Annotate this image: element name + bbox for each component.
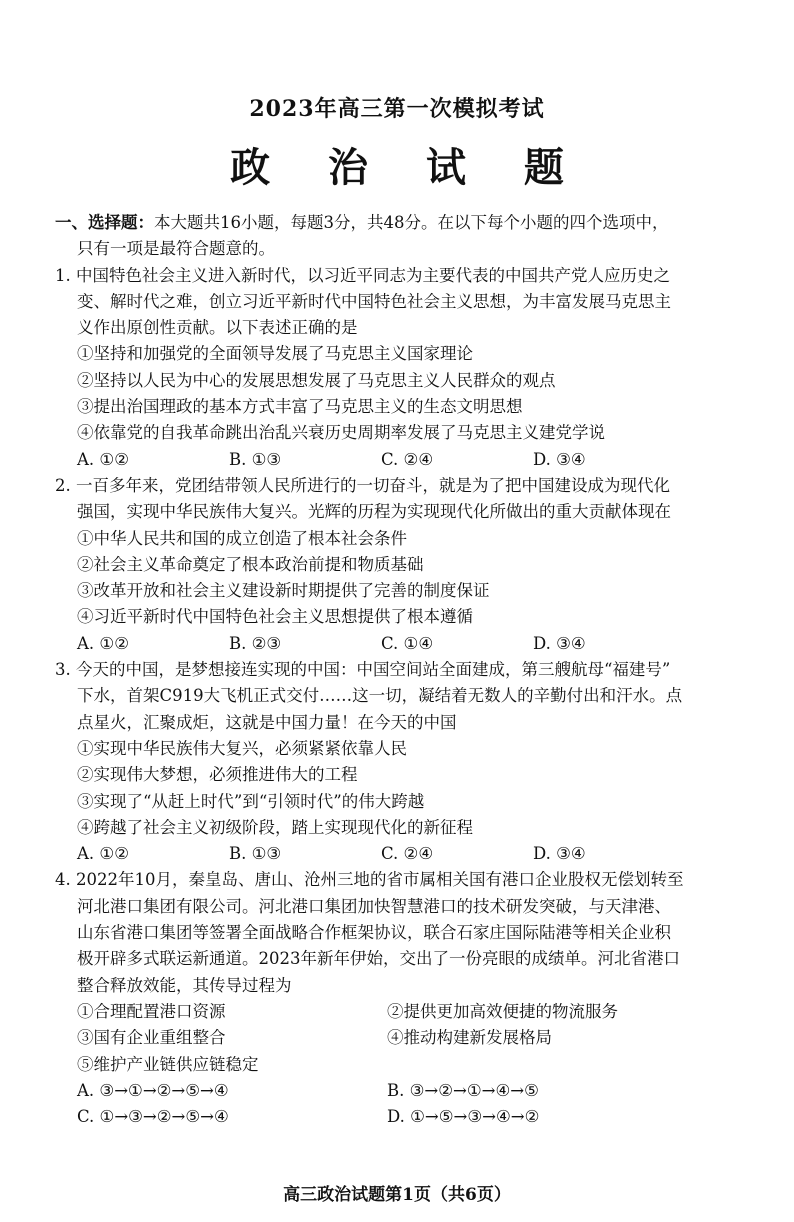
option-a: A. ①② bbox=[77, 844, 129, 864]
question-1 bbox=[55, 263, 745, 473]
exam-title: 政 治 试 题 bbox=[230, 144, 586, 191]
question-stem-line: 1. 中国特色社会主义进入新时代，以习近平同志为主要代表的中国共产党人应历史之 bbox=[55, 265, 670, 285]
statement: ④依靠党的自我革命跳出治乱兴衰历史周期率发展了马克思主义建党学说 bbox=[77, 423, 605, 443]
option-d: D. ③④ bbox=[533, 844, 586, 864]
question-3 bbox=[55, 657, 745, 867]
statement: ④跨越了社会主义初级阶段，踏上实现现代化的新征程 bbox=[77, 817, 473, 837]
statement: ③国有企业重组整合 bbox=[77, 1028, 226, 1048]
question-stem-line: 4. 2022年10月，秦皇岛、唐山、沧州三地的省市属相关国有港口企业股权无偿划转至 bbox=[55, 870, 684, 890]
option-d: D. ①→⑤→③→④→② bbox=[387, 1107, 540, 1127]
statement: ③改革开放和社会主义建设新时期提供了完善的制度保证 bbox=[77, 581, 490, 601]
question-stem-line: 下水，首架C919大飞机正式交付……这一切，凝结着无数人的辛勤付出和汗水。点 bbox=[77, 686, 683, 706]
answer-options bbox=[55, 631, 745, 657]
question-stem-line: 整合释放效能，其传导过程为 bbox=[77, 975, 292, 995]
statement: ③提出治国理政的基本方式丰富了马克思主义的生态文明思想 bbox=[77, 397, 523, 417]
option-d: D. ③④ bbox=[533, 633, 586, 653]
section-instruction-line1: 本大题共16小题，每题3分，共48分。在以下每个小题的四个选项中， bbox=[154, 213, 669, 232]
statement: ②社会主义革命奠定了根本政治前提和物质基础 bbox=[77, 554, 424, 574]
statement: ②坚持以人民为中心的发展思想发展了马克思主义人民群众的观点 bbox=[77, 370, 556, 390]
section-instruction bbox=[55, 210, 745, 236]
page-footer: 高三政治试题第1页（共6页） bbox=[283, 1185, 511, 1205]
statement: ①合理配置港口资源 bbox=[77, 1001, 226, 1021]
question-stem-line: 强国，实现中华民族伟大复兴。光辉的历程为实现现代化所做出的重大贡献体现在 bbox=[77, 502, 671, 522]
option-b: B. ②③ bbox=[229, 633, 282, 653]
question-2 bbox=[55, 473, 745, 657]
exam-subtitle: 2023年高三第一次模拟考试 bbox=[249, 96, 545, 122]
statement: ①坚持和加强党的全面领导发展了马克思主义国家理论 bbox=[77, 344, 473, 364]
statement: ③实现了“从赶上时代”到“引领时代”的伟大跨越 bbox=[77, 791, 425, 811]
question-stem-line: 山东省港口集团等签署全面战略合作框架协议，联合石家庄国际陆港等相关企业积 bbox=[77, 923, 671, 943]
answer-options bbox=[55, 841, 745, 867]
option-a: A. ①② bbox=[77, 449, 129, 469]
statement: ④习近平新时代中国特色社会主义思想提供了根本遵循 bbox=[77, 607, 473, 627]
option-a: A. ③→①→②→⑤→④ bbox=[77, 1080, 229, 1100]
question-stem-line: 河北港口集团有限公司。河北港口集团加快智慧港口的技术研发突破，与天津港、 bbox=[77, 896, 671, 916]
question-stem-line: 变、解时代之难，创立习近平新时代中国特色社会主义思想，为丰富发展马克思主 bbox=[77, 291, 671, 311]
statement: ①实现中华民族伟大复兴，必须紧紧依靠人民 bbox=[77, 738, 407, 758]
answer-options bbox=[55, 1104, 745, 1130]
option-b: B. ①③ bbox=[229, 449, 282, 469]
statement-pair bbox=[55, 1025, 745, 1051]
statement-pair bbox=[55, 999, 745, 1025]
question-stem-line: 2. 一百多年来，党团结带领人民所进行的一切奋斗，就是为了把中国建设成为现代化 bbox=[55, 475, 670, 495]
statement-pair bbox=[55, 1052, 745, 1078]
option-c: C. ②④ bbox=[381, 449, 434, 469]
section-heading: 一、选择题： bbox=[55, 213, 154, 232]
exam-content bbox=[55, 210, 745, 1130]
option-b: B. ①③ bbox=[229, 844, 282, 864]
answer-options bbox=[55, 1078, 745, 1104]
option-c: C. ①→③→②→⑤→④ bbox=[77, 1107, 229, 1127]
option-b: B. ③→②→①→④→⑤ bbox=[387, 1080, 539, 1100]
question-stem-line: 极开辟多式联运新通道。2023年新年伊始，交出了一份亮眼的成绩单。河北省港口 bbox=[77, 949, 680, 969]
statement: ④推动构建新发展格局 bbox=[387, 1028, 552, 1048]
section-instruction-line2: 只有一项是最符合题意的。 bbox=[77, 239, 275, 259]
question-stem-line: 义作出原创性贡献。以下表述正确的是 bbox=[77, 318, 358, 338]
option-c: C. ②④ bbox=[381, 844, 434, 864]
answer-options bbox=[55, 447, 745, 473]
question-4 bbox=[55, 867, 745, 1130]
question-stem-line: 3. 今天的中国，是梦想接连实现的中国：中国空间站全面建成，第三艘航母“福建号” bbox=[55, 660, 671, 680]
statement: ①中华人民共和国的成立创造了根本社会条件 bbox=[77, 528, 407, 548]
question-stem-line: 点星火，汇聚成炬，这就是中国力量！在今天的中国 bbox=[77, 712, 457, 732]
statement: ⑤维护产业链供应链稳定 bbox=[77, 1054, 259, 1074]
statement: ②提供更加高效便捷的物流服务 bbox=[387, 1001, 618, 1021]
statement: ②实现伟大梦想，必须推进伟大的工程 bbox=[77, 765, 358, 785]
option-a: A. ①② bbox=[77, 633, 129, 653]
option-d: D. ③④ bbox=[533, 449, 586, 469]
option-c: C. ①④ bbox=[381, 633, 434, 653]
